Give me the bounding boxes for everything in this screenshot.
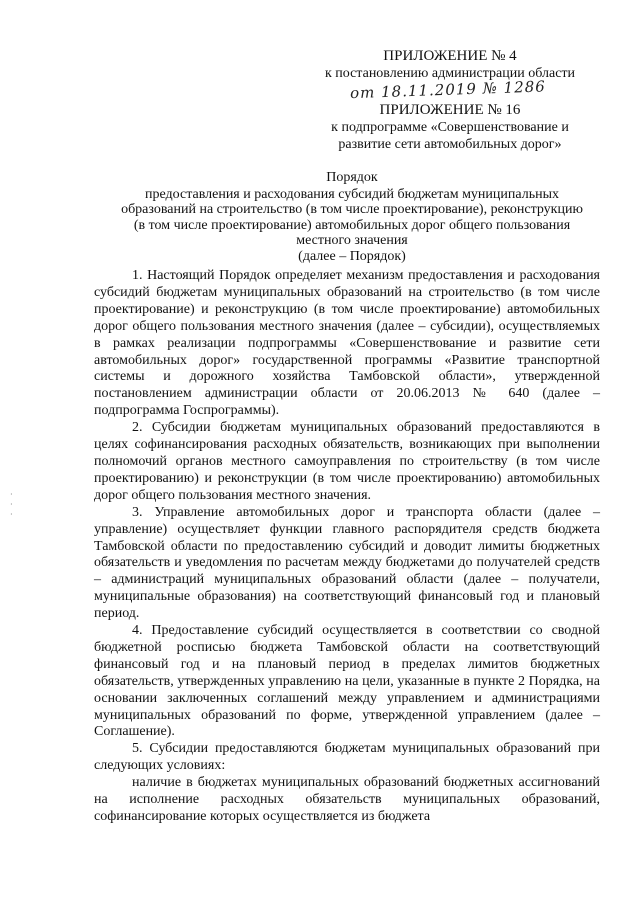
scan-margin-marks: · · · [10,490,13,519]
appendix-16-title: ПРИЛОЖЕНИЕ № 16 [379,102,521,118]
document-body [94,268,600,826]
title-line: образований на строительство (в том числе проектирование), реконструкцию [121,202,583,217]
appendix-16-subtitle-line2: развитие сети автомобильных дорог» [338,137,562,152]
paragraph-2: 2. Субсидии бюджетам муниципальных образований предоставляются в целях софинансирования расходных обязательств, возникающих при выполнении полномочий органов местного самоуправления по строительству (в том числе проектированию) и реконструкции (в том числе проектированию) автомобильных дорог общего пользования местного значения. [94,420,600,503]
appendix-4-subtitle: к постановлению администрации области [324,66,576,81]
handwritten-date-number: от 18.11.2019 № 1286 [349,77,547,103]
title-line: (в том числе проектирование) автомобильных дорог общего пользования [133,217,571,233]
paragraph-3: 3. Управление автомобильных дорог и транспорта области (далее – управление) осуществляет функции главного распорядителя средств бюджета Тамбовской области по предоставлению субсидий и доводит лимиты бюджетных обязательств и уведомления по расчетам между бюджетами до получателей средств – администраций муниципальных образований области (далее – получатели, муниципальные образования) на соответствующий финансовый год и плановый период. [94,504,600,622]
document-title-block [92,170,612,264]
appendix-4-title: ПРИЛОЖЕНИЕ № 4 [383,48,517,64]
title-line: предоставления и расходования субсидий бюджетам муниципальных [144,186,559,202]
paragraph-1: 1. Настоящий Порядок определяет механизм предоставления и расходования субсидий бюджетам муниципальных образований на строительство (в том числе проектирование) и реконструкцию (в том числе проектирование) автомобильных дорог общего пользования местного значения (далее – субсидии), осуществляемых в рамках реализации подпрограммы «Совершенствование и развитие сети автомобильных дорог» государственной программы «Развитие транспортной системы и дорожного хозяйства Тамбовской области», утвержденной постановлением администрации области от 20.06.2013 № 640 (далее – подпрограмма Госпрограммы). [94,268,600,419]
appendix-16-subtitle-line1: к подпрограмме «Совершенствование и [331,120,569,135]
paragraph-4: 4. Предоставление субсидий осуществляется в соответствии со сводной бюджетной росписью бюджета Тамбовской области на соответствующий финансовый год и на плановый период в пределах лимитов бюджетных обязательств, утвержденных управлению на цели, указанные в пункте 2 Порядка, на основании заключенных соглашений между управлением и администрациями муниципальных образований по форме, утвержденной управлением (далее – Соглашение). [94,623,600,740]
title-line: местного значения [296,233,408,248]
paragraph-5-condition: наличие в бюджетах муниципальных образований бюджетных ассигнований на исполнение расходных обязательств муниципальных образований, софинансирование которых осуществляется из бюджета [94,775,600,824]
title-line: (далее – Порядок) [298,248,406,264]
document-title: Порядок [326,170,378,185]
paragraph-5: 5. Субсидии предоставляются бюджетам муниципальных образований при следующих условиях: [94,741,600,774]
appendix-16-header [300,102,600,153]
